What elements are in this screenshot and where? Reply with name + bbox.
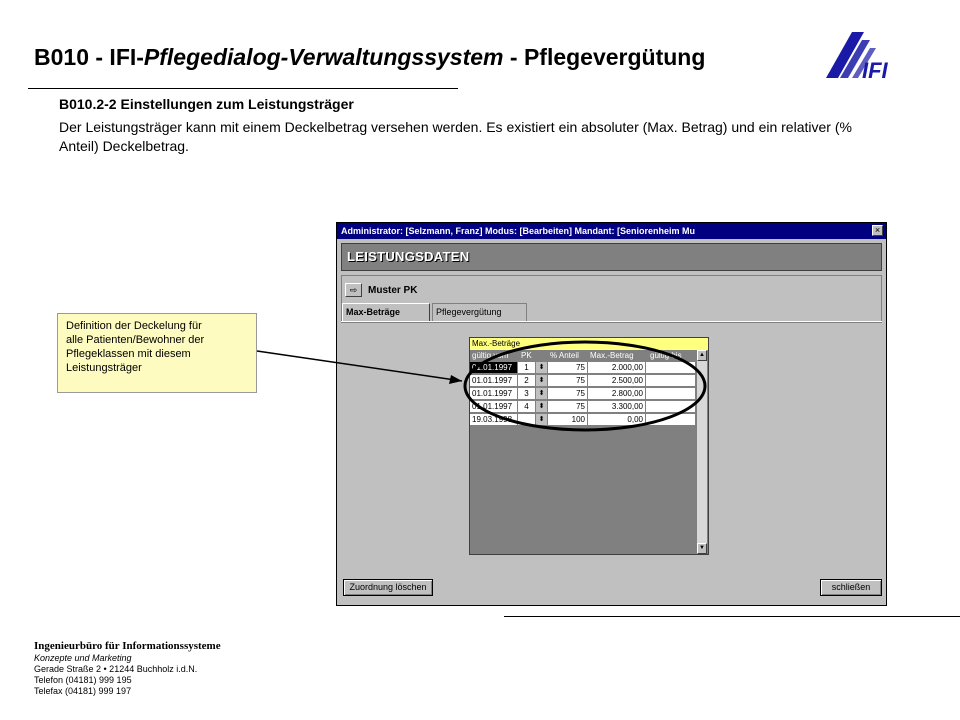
pk-picker-icon[interactable]: ⬍ — [536, 375, 548, 387]
cell-pk[interactable]: 1 — [518, 362, 536, 374]
table-row[interactable] — [470, 362, 696, 375]
record-select-button[interactable]: ⇨ — [345, 283, 362, 297]
app-header — [341, 243, 882, 271]
slide-title-prefix: B010 - IFI- — [34, 44, 144, 70]
max-betraege-grid — [469, 337, 709, 555]
ifi-logo — [822, 30, 904, 82]
cell-valid-from[interactable]: 01.01.1997 — [470, 362, 518, 374]
company-address: Gerade Straße 2 • 21244 Buchholz i.d.N. — [34, 664, 198, 674]
table-row[interactable] — [470, 414, 696, 427]
column-header: gültig bis — [650, 351, 682, 360]
slide-title — [34, 44, 705, 71]
column-header: PK — [521, 351, 532, 360]
cell-pk[interactable]: 4 — [518, 401, 536, 413]
cell-valid-from[interactable]: 01.01.1997 — [470, 401, 518, 413]
cell-max-amount[interactable]: 3.300,00 — [588, 401, 646, 413]
callout-line: alle Patienten/Bewohner der — [66, 334, 205, 346]
cell-percent[interactable]: 75 — [548, 375, 588, 387]
pk-picker-icon[interactable]: ⬍ — [536, 401, 548, 413]
column-header: gültig vom — [472, 351, 509, 360]
cell-valid-to[interactable] — [646, 388, 696, 400]
tab-max-betraege[interactable]: Max-Beträge — [342, 303, 430, 321]
app-titlebar — [337, 223, 886, 239]
pk-picker-icon[interactable]: ⬍ — [536, 388, 548, 400]
app-titlebar-text: Administrator: [Selzmann, Franz] Modus: [Bearbeiten] Mandant: [Seniorenheim Mu — [341, 226, 696, 236]
cell-valid-to[interactable] — [646, 401, 696, 413]
cell-valid-from[interactable]: 01.01.1997 — [470, 375, 518, 387]
scroll-down-icon[interactable]: ▼ — [697, 543, 707, 554]
cell-percent[interactable]: 100 — [548, 414, 588, 426]
company-tagline: Konzepte und Marketing — [34, 653, 132, 663]
scroll-up-icon[interactable]: ▲ — [697, 350, 707, 361]
cell-pk[interactable] — [518, 414, 536, 426]
company-footer — [34, 640, 221, 697]
record-name: Muster PK — [368, 285, 418, 296]
app-window — [336, 222, 887, 606]
cell-max-amount[interactable]: 2.800,00 — [588, 388, 646, 400]
slide-title-italic: Pflegedialog-Verwaltungssystem — [143, 44, 504, 70]
cell-pk[interactable]: 2 — [518, 375, 536, 387]
callout-line: Leistungsträger — [66, 362, 142, 374]
footer-divider — [504, 616, 960, 617]
cell-percent[interactable]: 75 — [548, 362, 588, 374]
table-row[interactable] — [470, 388, 696, 401]
cell-valid-to[interactable] — [646, 362, 696, 374]
cell-percent[interactable]: 75 — [548, 388, 588, 400]
tab-pflegeverguetung[interactable]: Pflegevergütung — [432, 303, 527, 321]
company-fax: Telefax (04181) 999 197 — [34, 686, 132, 696]
company-name: Ingenieurbüro für Informationssysteme — [34, 640, 221, 652]
grid-scrollbar[interactable] — [696, 350, 707, 554]
app-header-title: LEISTUNGSDATEN — [347, 249, 470, 264]
slide-title-suffix: - Pflegevergütung — [503, 44, 706, 70]
table-row[interactable] — [470, 375, 696, 388]
cell-valid-to[interactable] — [646, 414, 696, 426]
logo-text: IFI — [862, 58, 888, 82]
cell-pk[interactable]: 3 — [518, 388, 536, 400]
pk-picker-icon[interactable]: ⬍ — [536, 362, 548, 374]
delete-assignment-button[interactable]: Zuordnung löschen — [343, 579, 433, 596]
cell-valid-from[interactable]: 19.03.1998 — [470, 414, 518, 426]
cell-valid-from[interactable]: 01.01.1997 — [470, 388, 518, 400]
pk-picker-icon[interactable]: ⬍ — [536, 414, 548, 426]
grid-header — [470, 350, 696, 362]
column-header: Max.-Betrag — [590, 351, 634, 360]
title-divider — [28, 88, 458, 89]
cell-percent[interactable]: 75 — [548, 401, 588, 413]
callout-line: Pflegeklassen mit diesem — [66, 348, 191, 360]
cell-valid-to[interactable] — [646, 375, 696, 387]
column-header: % Anteil — [550, 351, 579, 360]
section-subtitle: B010.2-2 Einstellungen zum Leistungsträger — [59, 96, 354, 112]
company-phone: Telefon (04181) 999 195 — [34, 675, 132, 685]
cell-max-amount[interactable]: 2.500,00 — [588, 375, 646, 387]
callout-line: Definition der Deckelung für — [66, 320, 202, 332]
cell-max-amount[interactable]: 0,00 — [588, 414, 646, 426]
cell-max-amount[interactable]: 2.000,00 — [588, 362, 646, 374]
intro-text: Der Leistungsträger kann mit einem Deckelbetrag versehen werden. Es existiert ein absoluter (Max. Betrag) und ein relativer (% Anteil) Deckelbetrag. — [59, 119, 852, 154]
grid-title: Max.-Beträge — [470, 338, 708, 350]
close-button[interactable]: schließen — [820, 579, 882, 596]
annotation-callout — [57, 313, 257, 393]
table-row[interactable] — [470, 401, 696, 414]
window-close-icon[interactable]: × — [872, 225, 883, 236]
